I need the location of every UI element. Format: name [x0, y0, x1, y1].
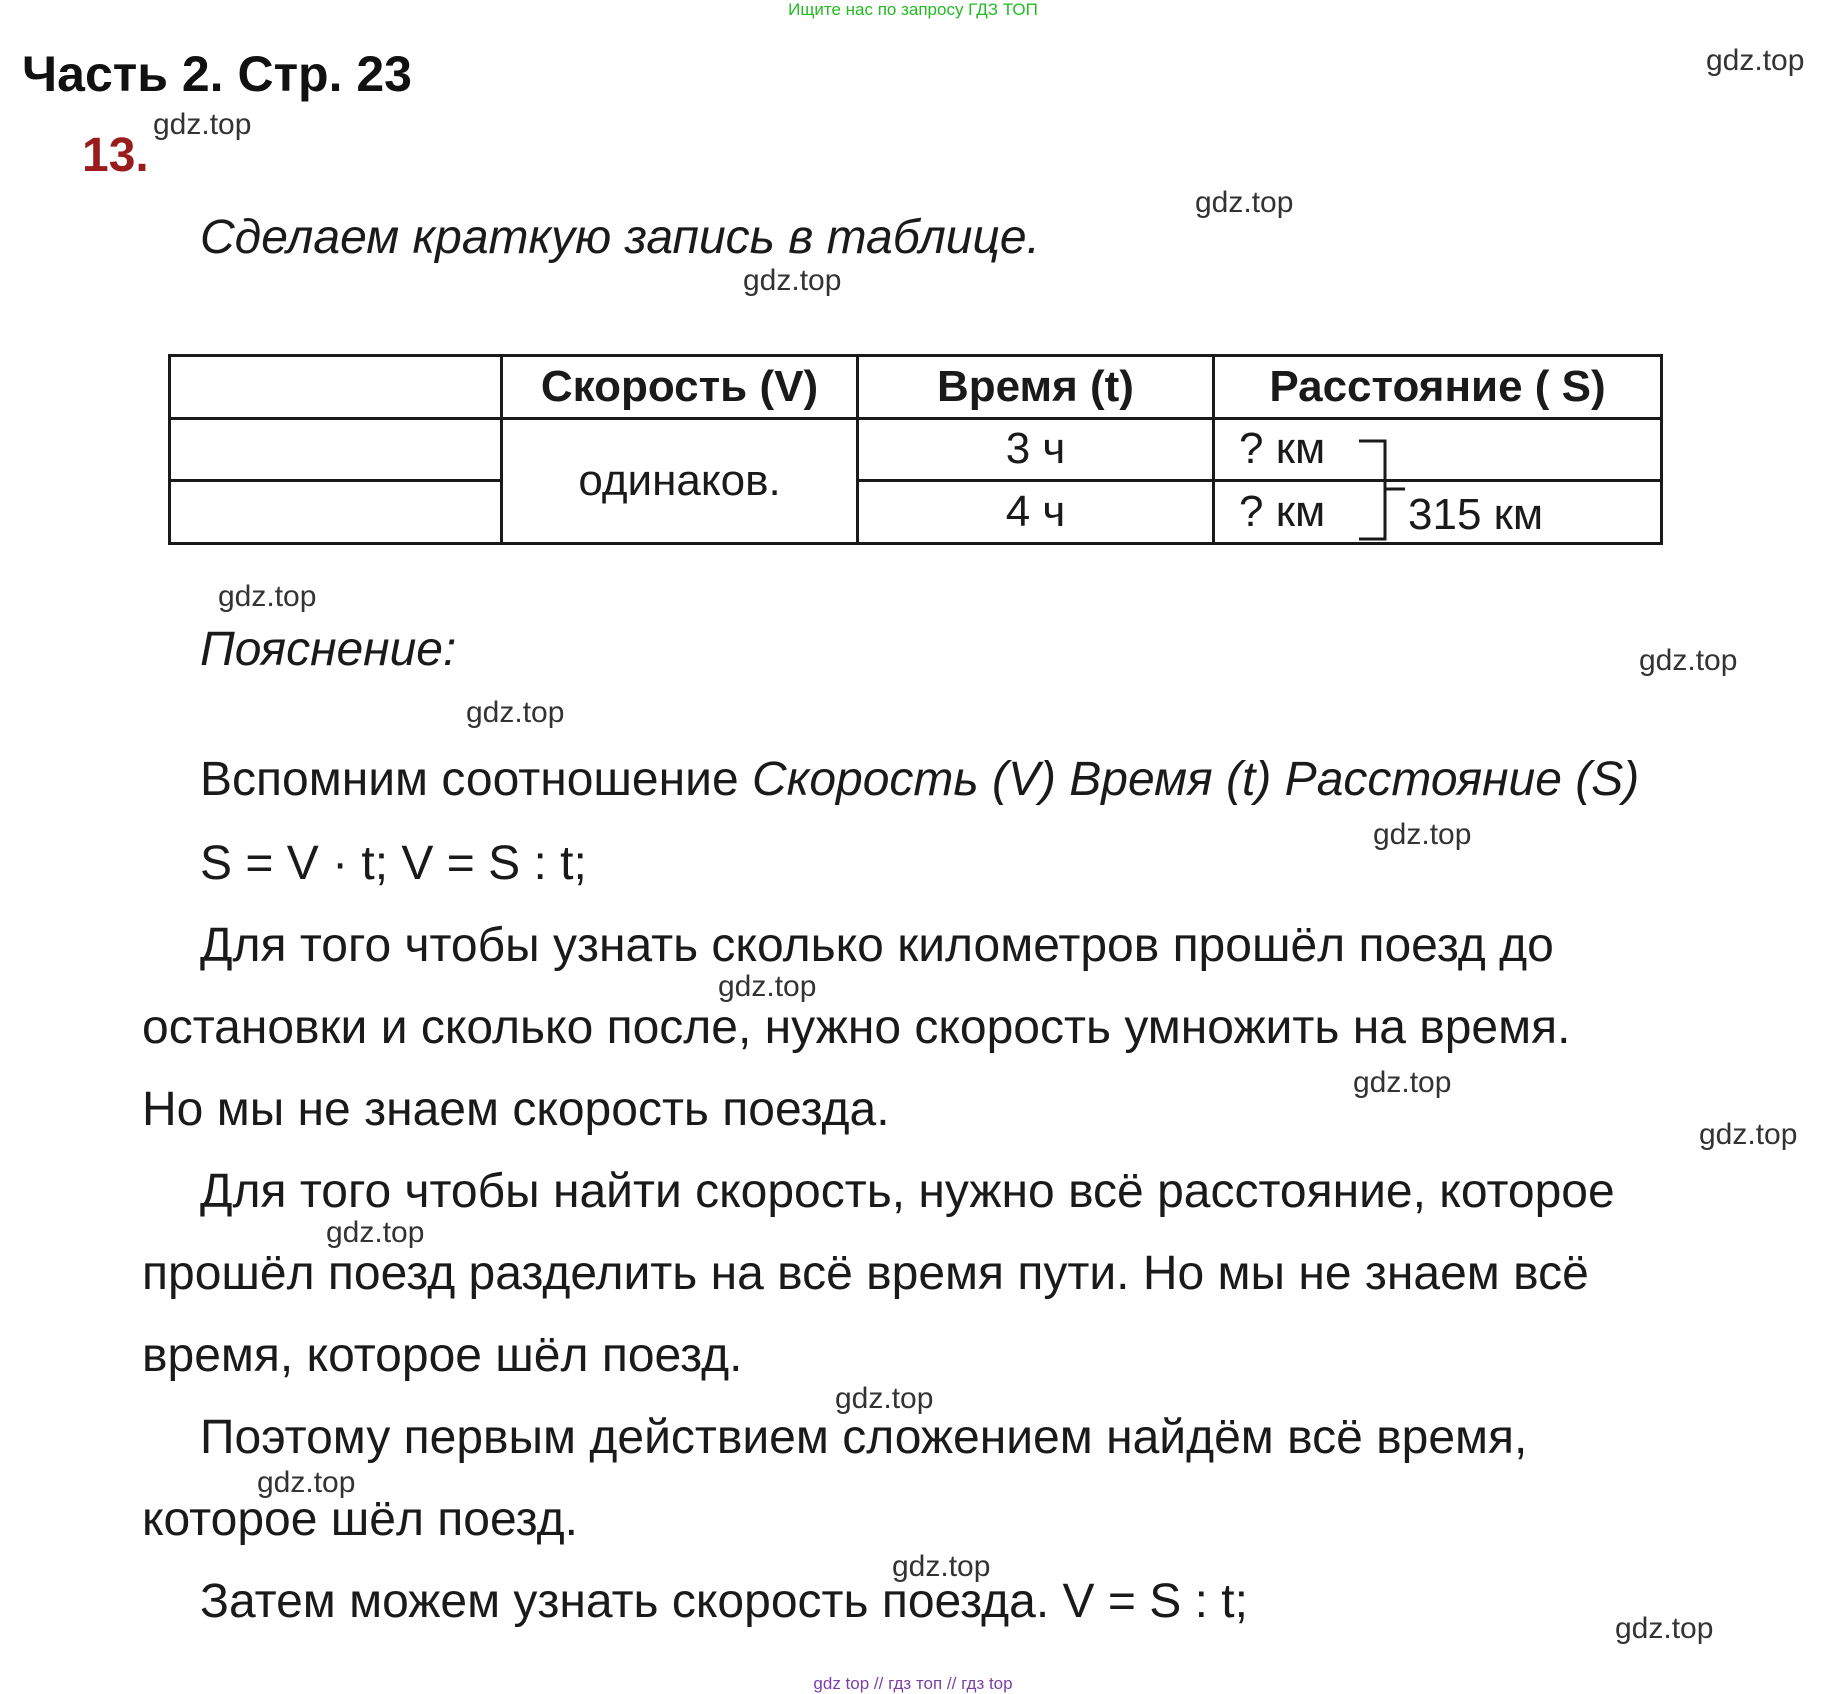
recall-relation: Скорость (V) Время (t) Расстояние (S) — [751, 753, 1640, 806]
watermark: gdz.top — [1615, 1612, 1714, 1645]
paragraph-line: Но мы не знаем скорость поезда. — [142, 1083, 890, 1136]
paragraph-line: Для того чтобы найти скорость, нужно всё расстояние, которое — [200, 1165, 1615, 1218]
table-header-row — [170, 356, 1662, 419]
watermark: gdz.top — [743, 264, 842, 297]
header-speed: Скорость (V) — [502, 356, 858, 419]
recall-prefix: Вспомним соотношение — [200, 753, 752, 806]
paragraph-line: время, которое шёл поезд. — [142, 1329, 743, 1382]
watermark: gdz.top — [835, 1382, 934, 1415]
distance-cell: ? км — [1214, 418, 1662, 481]
row-label-cell — [170, 418, 502, 481]
watermark: gdz.top — [1699, 1118, 1798, 1151]
distance-cell: ? км — [1214, 481, 1662, 544]
paragraph-line: Затем можем узнать скорость поезда. V = S : t; — [200, 1575, 1248, 1628]
watermark: gdz.top — [718, 970, 817, 1003]
intro-text: Сделаем краткую запись в таблице. — [200, 211, 1040, 264]
watermark: gdz.top — [466, 696, 565, 729]
total-distance: 315 км — [1408, 490, 1544, 539]
watermark: gdz.top — [1639, 644, 1738, 677]
header-distance: Расстояние ( S) — [1214, 356, 1662, 419]
explanation-label: Пояснение: — [200, 623, 457, 676]
watermark: gdz.top — [1373, 818, 1472, 851]
paragraph-line: остановки и сколько после, нужно скорость умножить на время. — [142, 1001, 1571, 1054]
top-banner: Ищите нас по запросу ГДЗ ТОП — [788, 0, 1038, 19]
header-cell-empty — [170, 356, 502, 419]
table-row — [170, 418, 1662, 481]
speed-cell: одинаков. — [502, 418, 858, 543]
watermark: gdz.top — [1353, 1066, 1452, 1099]
watermark: gdz.top — [1706, 44, 1805, 77]
brace-icon — [1355, 437, 1415, 543]
time-cell: 3 ч — [858, 418, 1214, 481]
watermark: gdz.top — [257, 1466, 356, 1499]
watermark: gdz.top — [1195, 186, 1294, 219]
paragraph-line: которое шёл поезд. — [142, 1493, 578, 1546]
formulas: S = V · t; V = S : t; — [200, 837, 587, 890]
recall-line — [200, 752, 1639, 807]
bottom-banner: gdz top // гдз топ // гдз top — [813, 1674, 1013, 1693]
paragraph-line: Поэтому первым действием сложением найдём всё время, — [200, 1411, 1528, 1464]
watermark: gdz.top — [218, 580, 317, 613]
watermark: gdz.top — [326, 1216, 425, 1249]
page-heading: Часть 2. Стр. 23 — [22, 46, 412, 102]
task-number: 13. — [82, 129, 149, 182]
paragraph-line: прошёл поезд разделить на всё время пути. Но мы не знаем всё — [142, 1247, 1589, 1300]
paragraph-line: Для того чтобы узнать сколько километров прошёл поезд до — [200, 919, 1554, 972]
time-cell: 4 ч — [858, 481, 1214, 544]
row-label-cell — [170, 481, 502, 544]
header-time: Время (t) — [858, 356, 1214, 419]
watermark: gdz.top — [153, 108, 252, 141]
watermark: gdz.top — [892, 1550, 991, 1583]
